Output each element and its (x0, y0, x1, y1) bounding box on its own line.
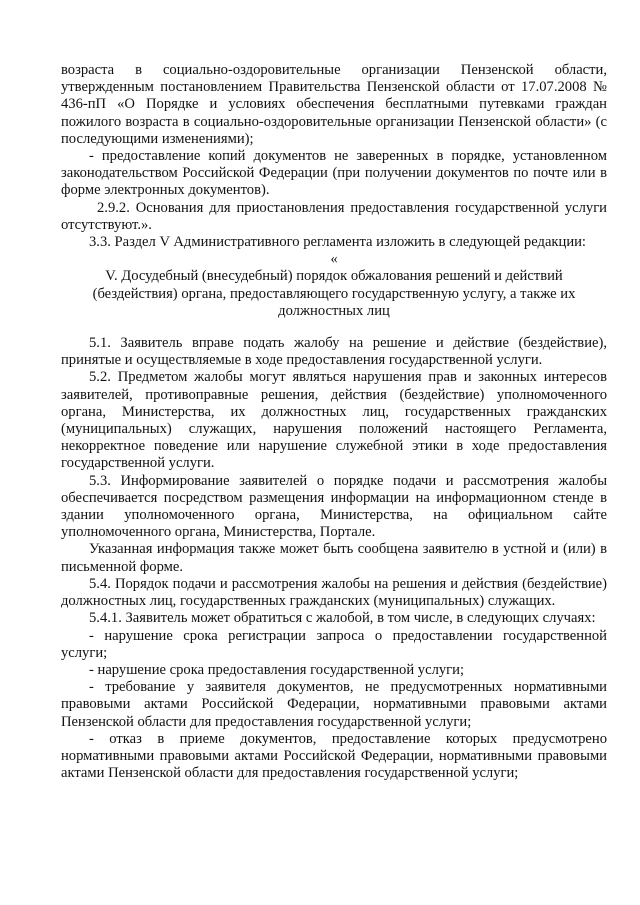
paragraph-2-9-2: 2.9.2. Основания для приостановления предоставления государственной услуги отсутствуют.». (61, 199, 607, 233)
paragraph-continuation: возраста в социально-оздоровительные организации Пензенской области, утвержденным постановлением Правительства Пензенской области от 17.07.2008 № 436-пП «О Порядке и условиях обеспечения бесплатными путевками граждан пожилого возраста в социально-оздоровительные организации Пензенской области» (с последующими изменениями); (61, 62, 607, 147)
paragraph-5-4: 5.4. Порядок подачи и рассмотрения жалобы на решения и действия (бездействие) должностных лиц, государственных гражданских (муниципальных) служащих. (61, 575, 607, 610)
paragraph-5-4-1: 5.4.1. Заявитель может обратиться с жалобой, в том числе, в следующих случаях: (89, 610, 596, 627)
list-item-registration-deadline: - нарушение срока регистрации запроса о предоставлении государственной услуги; (61, 627, 607, 661)
paragraph-5-1: 5.1. Заявитель вправе подать жалобу на решение и действие (бездействие), принятые и осуществляемые в ходе предоставления государственной услуги. (61, 335, 607, 369)
paragraph-info-note: Указанная информация также может быть сообщена заявителю в устной и (или) в письменной форме. (61, 541, 607, 575)
section-heading: V. Досудебный (внесудебный) порядок обжалования решений и действий (бездействия) органа, предоставляющего государственную услугу, а также их должностных лиц (92, 268, 576, 319)
paragraph-copies-requirement: - предоставление копий документов не заверенных в порядке, установленном законодательством Российской Федерации (при получении документов по почте или в форме электронных документов). (61, 148, 607, 199)
paragraph-5-2: 5.2. Предметом жалобы могут являться нарушения прав и законных интересов заявителей, противоправные решения, действия (бездействие) уполномоченного органа, Министерства, их должностных лиц, государственных гражданских (муниципальных) служащих, нарушения положений настоящего Регламента, некорректное поведение или нарушение служебной этики в ходе предоставления государственной услуги. (61, 369, 607, 472)
list-item-service-deadline: - нарушение срока предоставления государственной услуги; (89, 661, 465, 678)
paragraph-3-3: 3.3. Раздел V Административного регламента изложить в следующей редакции: (89, 234, 586, 251)
spacer (61, 320, 607, 335)
opening-quote: « (330, 251, 338, 268)
list-item-refusal: - отказ в приеме документов, предоставление которых предусмотрено нормативными правовыми актами Российской Федерации, нормативными правовыми актами Пензенской области для предоставления государственной услуги; (61, 730, 607, 782)
list-item-extra-documents: - требование у заявителя документов, не предусмотренных нормативными правовыми актами Российской Федерации, нормативными правовыми актами Пензенской области для предоставления государственной услуги; (61, 679, 607, 730)
paragraph-5-3: 5.3. Информирование заявителей о порядке подачи и рассмотрения жалобы обеспечивается посредством размещения информации на информационном стенде в здании уполномоченного органа, Министерства, на официальном сайте уполномоченного органа, Министерства, Портале. (61, 472, 607, 541)
